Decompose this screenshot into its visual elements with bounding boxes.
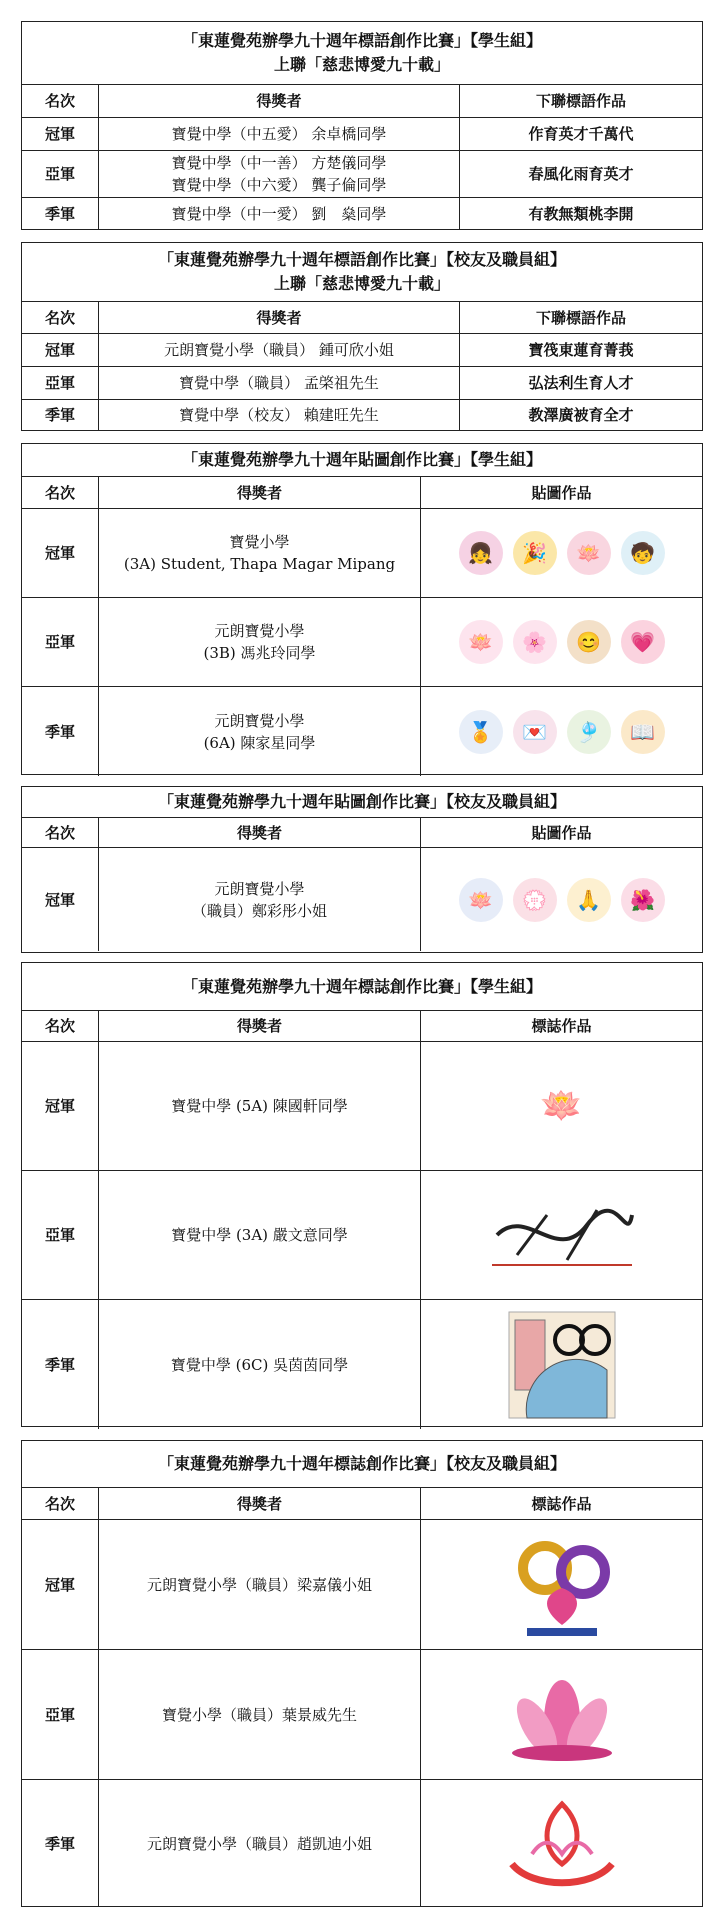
school-name: 元朗寶覺小學: [214, 711, 305, 730]
subtitle-text: 上聯「慈悲博愛九十載」: [273, 274, 450, 293]
table-title: [22, 22, 702, 85]
card-sticker-image: 💌: [513, 710, 557, 754]
table-row: [22, 1042, 702, 1171]
logo-artwork: [420, 1042, 702, 1170]
rank-cell: 冠軍: [44, 1097, 75, 1115]
rank-cell: 季軍: [44, 205, 75, 223]
table-row: [22, 509, 702, 598]
rank-header: 名次: [44, 92, 75, 110]
header-row: [22, 85, 702, 118]
winner-name: 寶覺小學（職員）葉景威先生: [161, 1705, 357, 1724]
table-row: [22, 598, 702, 687]
subtitle-text: 上聯「慈悲博愛九十載」: [273, 55, 450, 74]
rank-cell: 亞軍: [44, 633, 75, 651]
winner-name: 寶覺中學（職員） 孟棨祖先生: [179, 374, 379, 392]
header-row: [22, 302, 702, 334]
winner-cell: [98, 198, 459, 230]
winner-cell: [98, 509, 420, 597]
work-header: 下聯標語作品: [459, 85, 702, 117]
heart-sticker-image: 💗: [621, 620, 665, 664]
rank-cell: 亞軍: [44, 1226, 75, 1244]
table-row: [22, 1780, 702, 1907]
rank-cell: 冠軍: [44, 1575, 75, 1594]
winner-cell: [98, 151, 459, 197]
winner-name: 寶覺中學（校友） 賴建旺先生: [179, 406, 379, 424]
sticker-artwork: [420, 687, 702, 776]
rank-header: 名次: [44, 1017, 75, 1035]
rank-cell: 冠軍: [44, 125, 75, 143]
monk-sticker-image: 😊: [567, 620, 611, 664]
table-row: [22, 151, 702, 198]
winner-cell: [98, 1042, 420, 1170]
buddha-sticker-image: 🙏: [567, 878, 611, 922]
winner-cell: [98, 687, 420, 776]
winner-cell: [98, 1780, 420, 1907]
winner-name: (3A) Student, Thapa Magar Mipang: [123, 555, 396, 573]
work-header: 標誌作品: [420, 1011, 702, 1041]
lotus-logo-sticker-image: 🪷: [459, 878, 503, 922]
winner-cell: [98, 848, 420, 951]
girl-sticker-image: 👧: [459, 531, 503, 575]
table-title: [22, 243, 702, 302]
winner-name: (6A) 陳家星同學: [203, 733, 316, 752]
work-cell: 教澤廣被育全才: [459, 400, 702, 430]
building-logo-image: [507, 1310, 617, 1420]
winner-cell: [98, 367, 459, 399]
logo-artwork: [420, 1300, 702, 1429]
winner-header: 得獎者: [98, 302, 459, 333]
lotus-sticker-image: 🪷: [567, 531, 611, 575]
congratulations-sticker-image: 🎉: [513, 531, 557, 575]
table-row: [22, 1300, 702, 1429]
winner-cell: [98, 118, 459, 150]
winner-name: 寶覺中學（中五愛） 余卓橋同學: [171, 125, 387, 143]
winner-header: 得獎者: [98, 85, 459, 117]
sticker-artwork: [420, 509, 702, 597]
table-row: [22, 1650, 702, 1780]
title-text: 「東蓮覺苑辦學九十週年標語創作比賽」【校友及職員組】: [157, 250, 566, 269]
rank-header: 名次: [44, 308, 75, 327]
ninety-lotus-logo-image: [507, 1530, 617, 1640]
rank-cell: 亞軍: [44, 374, 75, 392]
lotus-sticker-image: 🌺: [621, 878, 665, 922]
winner-cell: [98, 1300, 420, 1429]
winner-name: 寶覺中學（中一善） 方楚儀同學: [171, 154, 387, 172]
work-cell: 弘法利生育人才: [459, 367, 702, 399]
book-sticker-image: 📖: [621, 710, 665, 754]
logo-artwork: [420, 1520, 702, 1649]
winner-header: 得獎者: [98, 1488, 420, 1519]
rank-cell: 季軍: [44, 1834, 75, 1853]
header-row: [22, 1011, 702, 1042]
header-row: [22, 477, 702, 509]
rank-cell: 亞軍: [44, 165, 75, 183]
table-title: [22, 963, 702, 1011]
winner-name: 元朗寶覺小學（職員） 鍾可欣小姐: [164, 341, 394, 359]
header-row: [22, 818, 702, 848]
logo-alumni-table: [21, 1440, 703, 1907]
winner-name: (3B) 馮兆玲同學: [203, 644, 316, 662]
sticker-artwork: [420, 848, 702, 951]
winner-cell: [98, 1520, 420, 1649]
winner-cell: [98, 598, 420, 686]
school-name: 元朗寶覺小學: [214, 879, 305, 898]
table-row: [22, 848, 702, 951]
rank-header: 名次: [44, 483, 75, 502]
work-header: 下聯標語作品: [459, 302, 702, 333]
badge-sticker-image: 🏅: [459, 710, 503, 754]
table-row: [22, 367, 702, 400]
winner-header: 得獎者: [98, 1011, 420, 1041]
work-cell: 有教無類桃李開: [459, 198, 702, 230]
winner-cell: [98, 400, 459, 430]
title-text: 「東蓮覺苑辦學九十週年標誌創作比賽」【校友及職員組】: [157, 1454, 566, 1473]
winner-name: （職員）鄭彩彤小姐: [191, 901, 327, 920]
title-text: 「東蓮覺苑辦學九十週年貼圖創作比賽」【學生組】: [181, 450, 542, 469]
work-cell: 寶筏東蓮育菁莪: [459, 334, 702, 366]
ninety-sticker-image: 💮: [513, 878, 557, 922]
winner-name: 寶覺中學 (3A) 嚴文意同學: [171, 1226, 348, 1244]
winner-cell: [98, 1171, 420, 1299]
rank-cell: 季軍: [44, 406, 75, 424]
rank-cell: 冠軍: [44, 341, 75, 359]
work-header: 標誌作品: [420, 1488, 702, 1519]
table-row: [22, 400, 702, 430]
calligraphy-logo-image: [487, 1195, 637, 1275]
table-row: [22, 687, 702, 776]
work-cell: 春風化雨育英才: [459, 151, 702, 197]
slogan-alumni-table: [21, 242, 703, 431]
child-sticker-image: 🧒: [621, 531, 665, 575]
title-text: 「東蓮覺苑辦學九十週年標語創作比賽」【學生組】: [181, 31, 542, 50]
rank-header: 名次: [44, 823, 75, 842]
table-row: [22, 334, 702, 367]
winner-name: 元朗寶覺小學（職員）梁嘉儀小姐: [146, 1575, 372, 1594]
table-title: [22, 1441, 702, 1488]
title-text: 「東蓮覺苑辦學九十週年標誌創作比賽」【學生組】: [181, 976, 542, 996]
winner-name: 寶覺中學（中六愛） 龔子倫同學: [171, 176, 387, 194]
winner-header: 得獎者: [98, 818, 420, 847]
lotus-sticker-image: 🌸: [513, 620, 557, 664]
work-header: 貼圖作品: [420, 477, 702, 508]
logo-artwork: [420, 1780, 702, 1907]
table-row: [22, 118, 702, 151]
sticker-alumni-table: [21, 786, 703, 953]
table-title: [22, 787, 702, 818]
sticker-student-table: [21, 443, 703, 775]
title-text: 「東蓮覺苑辦學九十週年貼圖創作比賽」【校友及職員組】: [157, 792, 566, 811]
winner-name: 寶覺中學 (6C) 吳茵茵同學: [170, 1355, 349, 1374]
ornament-sticker-image: 🎐: [567, 710, 611, 754]
lotus-logo-image: 🪷: [540, 1086, 583, 1126]
rank-cell: 亞軍: [44, 1705, 75, 1724]
winner-name: 元朗寶覺小學（職員）趙凱迪小姐: [146, 1834, 372, 1853]
winner-cell: [98, 334, 459, 366]
winner-cell: [98, 1650, 420, 1779]
logo-student-table: [21, 962, 703, 1427]
rank-cell: 季軍: [44, 722, 75, 741]
hands-lotus-logo-image: [502, 1794, 622, 1894]
rank-cell: 冠軍: [44, 544, 75, 562]
table-row: [22, 1171, 702, 1300]
table-row: [22, 1520, 702, 1650]
winner-name: 寶覺中學（中一愛） 劉 燊同學: [171, 205, 387, 223]
header-row: [22, 1488, 702, 1520]
school-name: 元朗寶覺小學: [214, 622, 305, 640]
rank-header: 名次: [44, 1494, 75, 1513]
lotus-sticker-image: 🪷: [459, 620, 503, 664]
rank-cell: 冠軍: [44, 890, 75, 909]
logo-artwork: [420, 1171, 702, 1299]
table-row: [22, 198, 702, 230]
work-header: 貼圖作品: [420, 818, 702, 847]
logo-artwork: [420, 1650, 702, 1779]
work-cell: 作育英才千萬代: [459, 118, 702, 150]
table-title: [22, 444, 702, 477]
rank-cell: 季軍: [44, 1355, 75, 1374]
school-name: 寶覺小學: [229, 533, 290, 551]
pink-lotus-logo-image: [502, 1665, 622, 1765]
winner-name: 寶覺中學 (5A) 陳國軒同學: [171, 1097, 348, 1115]
sticker-artwork: [420, 598, 702, 686]
slogan-student-table: [21, 21, 703, 230]
winner-header: 得獎者: [98, 477, 420, 508]
